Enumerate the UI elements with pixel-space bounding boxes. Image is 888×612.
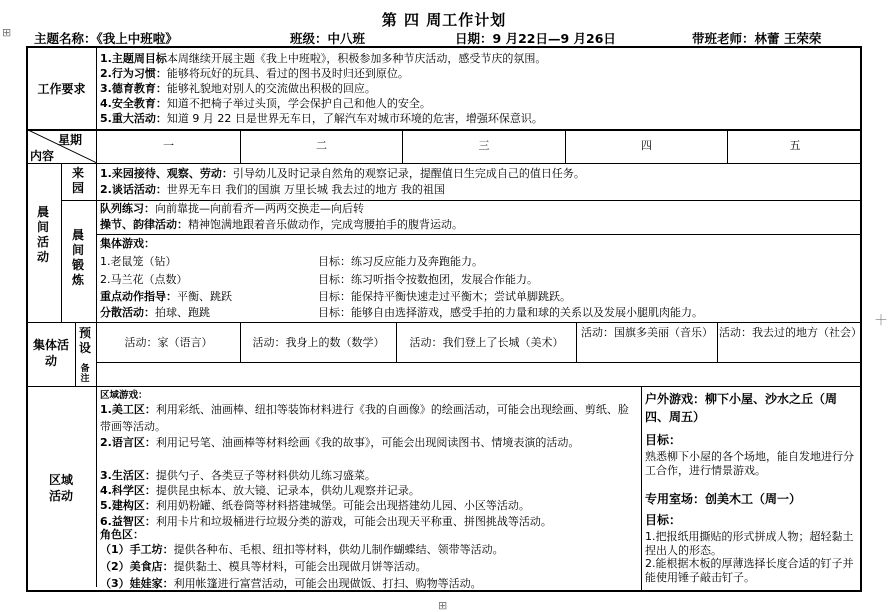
corner-content: 内容 — [30, 149, 55, 163]
area-item: 1.美工区：利用彩纸、油画棒、纽扣等装饰材料进行《我的自画像》的绘画活动，可能会出现绘画、剪纸、脸带画等活动。 — [100, 403, 629, 433]
day-header: 四 — [641, 139, 652, 152]
outdoor-goal: 熟悉柳下小屋的各个场地，能自发地进行分工合作，进行情景游戏。 — [645, 450, 854, 477]
date-range — [455, 29, 616, 47]
gym-rhythm: 操节、韵律活动：精神饱满地跟着音乐做动作，完成弯腰拍手的腹背运动。 — [100, 218, 463, 231]
game-name: 1.老鼠笼（钻） — [100, 255, 177, 268]
teacher-label: 带班老师： — [692, 31, 755, 46]
room-goal: 2.能根据木板的厚薄选择长度合适的钉子并能使用锤子敲击钉子。 — [645, 557, 854, 584]
corner-weekday: 星期 — [58, 133, 83, 147]
class-value: 中八班 — [327, 31, 366, 46]
game-name: 2.马兰花（点数） — [100, 273, 188, 286]
requirement-item: 2.行为习惯：能够将玩好的玩具、看过的图书及时归还到原位。 — [100, 67, 409, 80]
requirement-item: 1.主题周目标本周继续开展主题《我上中班啦》，积极参加多种节庆活动，感受节庆的氛围。 — [100, 52, 547, 65]
arrival-item: 1.来园接待、观察、劳动：引导幼儿及时记录自然角的观察记录，提醒值日生完成自己的值日任务。 — [100, 167, 585, 180]
room-goal-label: 目标： — [645, 513, 682, 527]
area-item: 3.生活区：提供勺子、各类豆子等材料供幼儿练习盛菜。 — [100, 469, 376, 482]
games-heading: 集体游戏： — [100, 237, 155, 250]
arrival-label: 来 园 — [71, 166, 84, 195]
area-item: 6.益智区：利用卡片和垃圾桶进行垃圾分类的游戏，可能会出现天平称重、拼图挑战等活动。 — [100, 515, 552, 528]
role-item: （1）手工坊：提供各种布、毛根、纽扣等材料，供幼儿制作蝴蝶结、领带等活动。 — [100, 543, 504, 556]
requirement-item: 5.重大活动：知道 9 月 22 日是世界无车日，了解汽车对城市环境的危害，增强环保意识。 — [100, 112, 543, 125]
room-goal: 1.把报纸用撕贴的形式拼成人物；超轻黏土捏出人的形态。 — [645, 530, 854, 557]
room-title: 专用室场：创美木工（周一） — [645, 492, 802, 506]
date-value: 9 月22日—9 月26日 — [492, 31, 616, 46]
role-item: （2）美食店：提供黏土、模具等材料，可能会出现做月饼等活动。 — [100, 560, 427, 573]
outdoor-goal-label: 目标： — [645, 433, 682, 447]
note-label: 备 注 — [80, 364, 90, 384]
outdoor-title: 户外游戏：柳下小屋、沙水之丘（周四、周五） — [645, 392, 838, 424]
arrival-item: 2.谈话活动：世界无车日 我们的国旗 万里长城 我去过的地方 我的祖国 — [100, 183, 445, 196]
page-title: 第 四 周工作计划 — [381, 11, 507, 29]
activity-mon: 活动：家（语言） — [124, 336, 213, 349]
requirements-label: 工作要求 — [37, 82, 86, 96]
class-label: 班级： — [290, 31, 328, 46]
area-item: 5.建构区：利用奶粉罐、纸卷筒等材料搭建城堡。可能会出现搭建幼儿园、小区等活动。 — [100, 499, 530, 512]
day-header: 二 — [316, 139, 327, 152]
area-item: 2.语言区：利用记号笔、油画棒等材料绘画《我的故事》，可能会出现阅读图书、情境表演的活动。 — [100, 436, 580, 449]
group-play-goal: 目标：能够自由选择游戏，感受手拍的力量和球的关系以及发展小腿肌肉能力。 — [318, 306, 703, 319]
requirement-item: 4.安全教育：知道不把椅子举过头顶，学会保护自己和他人的安全。 — [100, 97, 431, 110]
theme-label: 主题名称： — [34, 31, 97, 46]
area-activity-label: 区域 活动 — [48, 473, 73, 503]
day-header: 一 — [163, 139, 174, 152]
group-activity-label: 集体活动 — [32, 338, 69, 368]
requirement-item: 3.德育教育：能够礼貌地对别人的交流做出积极的回应。 — [100, 82, 376, 95]
day-header: 三 — [478, 139, 490, 152]
add-row-icon[interactable]: ＋ — [874, 313, 888, 329]
theme-value: 《我上中班啦》 — [96, 31, 178, 46]
role-item: （3）娃娃家：利用帐篷进行富营活动，可能会出现做饭、打扫、购物等活动。 — [100, 577, 482, 590]
activity-fri: 活动：我去过的地方（社会） — [719, 326, 862, 339]
roles-heading: 角色区： — [100, 528, 144, 541]
morning-label: 晨 间 活 动 — [36, 205, 49, 264]
formation-drill: 队列练习：向前靠拢—向前看齐—两两交换走—向后转 — [100, 202, 364, 215]
focus-goal: 目标：能保持平衡快速走过平衡木；尝试单脚跳跃。 — [318, 290, 571, 303]
focus-movement: 重点动作指导：平衡、跳跃 — [100, 290, 232, 303]
preset-label: 预 设 — [78, 326, 91, 355]
day-header: 五 — [789, 139, 801, 152]
group-play: 分散活动：拍球、跑跳 — [100, 306, 210, 319]
activity-thu: 活动：国旗多美丽（音乐） — [581, 326, 713, 339]
activity-tue: 活动：我身上的数（数学） — [252, 336, 385, 349]
teachers — [692, 29, 821, 47]
date-label: 日期： — [455, 31, 493, 46]
class-name — [290, 29, 365, 47]
theme-name — [34, 29, 178, 47]
activity-wed: 活动：我们登上了长城（美术） — [409, 336, 564, 349]
game-goal: 目标：练习听指令按数抱团，发展合作能力。 — [318, 273, 538, 286]
teacher-value: 林蕾 王荣荣 — [754, 31, 822, 46]
area-item: 4.科学区：提供昆虫标本、放大镜、记录本，供幼儿观察并记录。 — [100, 484, 420, 497]
add-row-bottom-icon[interactable]: ⊞ — [438, 599, 448, 612]
game-goal: 目标：练习反应能力及奔跑能力。 — [318, 255, 483, 268]
exercise-label: 晨 间 锻 炼 — [71, 228, 84, 287]
area-title: 区域游戏： — [100, 390, 148, 401]
page-nav-icon[interactable]: ⊞ — [2, 26, 12, 39]
